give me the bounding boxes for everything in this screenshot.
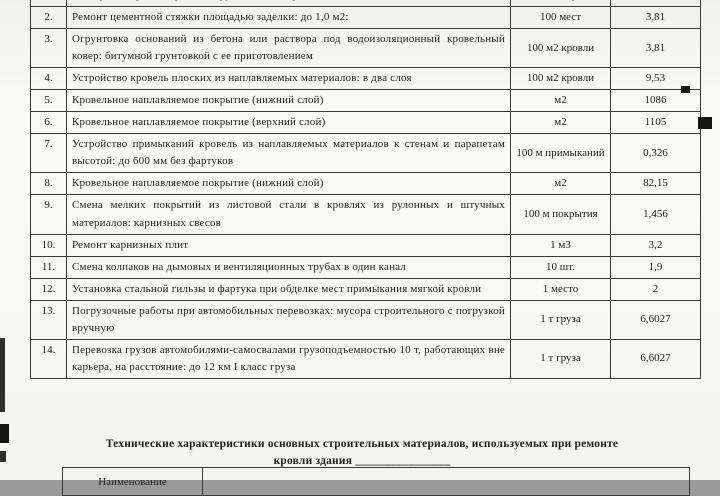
- work-name: Смена колпаков на дымовых и вентиляционных трубах в один канал: [67, 256, 511, 278]
- row-number: 3.: [31, 29, 67, 68]
- table-row: [31, 339, 701, 378]
- works-table: [30, 0, 701, 379]
- work-name: Смена мелких покрытий из листовой стали в кровлях из рулонных и штучных материалов: карнизных свесов: [67, 195, 511, 234]
- work-unit: м2: [511, 90, 611, 112]
- work-name: Кровельное наплавляемое покрытие (нижний слой): [67, 90, 511, 112]
- work-quantity: 0,326: [611, 134, 701, 173]
- table-row: [31, 278, 701, 300]
- work-quantity: 6,6027: [611, 339, 701, 378]
- scan-artifact: [0, 451, 6, 462]
- work-unit: 1 место: [511, 278, 611, 300]
- scan-artifact: [0, 338, 5, 412]
- work-unit: 1 м3: [511, 234, 611, 256]
- materials-table: [62, 467, 690, 496]
- work-name: Устройство кровель плоских из наплавляемых материалов: в два слоя: [67, 68, 511, 90]
- work-unit: 1 т груза: [511, 339, 611, 378]
- table-row: [31, 195, 701, 234]
- work-quantity: 1105: [611, 112, 701, 134]
- scan-artifact: [681, 86, 690, 93]
- row-number: 2.: [31, 7, 67, 29]
- table-row: [63, 468, 690, 496]
- work-unit: м2: [511, 173, 611, 195]
- materials-header-name: Наименование: [63, 468, 203, 496]
- row-number: 6.: [31, 112, 67, 134]
- table-row: [31, 90, 701, 112]
- work-quantity: 3,81: [611, 7, 701, 29]
- table-row: [31, 134, 701, 173]
- work-name: Погрузочные работы при автомобильных перевозках: мусора строительного с погрузкой вручную: [67, 300, 511, 339]
- materials-header-rest: [203, 468, 690, 496]
- work-unit: 100 м покрытия: [511, 195, 611, 234]
- work-quantity: 9,53: [611, 68, 701, 90]
- table-row: [31, 300, 701, 339]
- row-number: 9.: [31, 195, 67, 234]
- row-number: 11.: [31, 256, 67, 278]
- work-unit: 100 м примыканий: [511, 134, 611, 173]
- work-unit: 100 мест: [511, 7, 611, 29]
- row-number: 12.: [31, 278, 67, 300]
- work-name: Перевозка грузов автомобилями-самосвалами грузоподъемностью 10 т, работающих вне карьера, на расстояние: до 12 км I класс груза: [67, 339, 511, 378]
- work-quantity: 2: [611, 278, 701, 300]
- work-unit: 10 шт.: [511, 256, 611, 278]
- work-quantity: 3,2: [611, 234, 701, 256]
- work-unit: м2: [511, 112, 611, 134]
- work-name: Устройство примыканий кровель из наплавляемых материалов к стенам и парапетам высотой: до 600 мм без фартуков: [67, 134, 511, 173]
- table-row: [31, 7, 701, 29]
- work-name: Установка стальной гильзы и фартука при обделке мест примыкания мягкой кровли: [67, 278, 511, 300]
- table-row: [31, 112, 701, 134]
- work-unit: 1 т груза: [511, 300, 611, 339]
- scan-artifact: [0, 424, 9, 443]
- row-number: 13.: [31, 300, 67, 339]
- work-name: Кровельное наплавляемое покрытие (верхний слой): [67, 112, 511, 134]
- row-number: 8.: [31, 173, 67, 195]
- row-number: 14.: [31, 339, 67, 378]
- row-number: 7.: [31, 134, 67, 173]
- row-number: 5.: [31, 90, 67, 112]
- work-name: Ремонт цементной стяжки площадью заделки: до 1,0 м2:: [67, 7, 511, 29]
- table-row: [31, 256, 701, 278]
- work-quantity: 1,456: [611, 195, 701, 234]
- section-heading-line1: Технические характеристики основных строительных материалов, используемых при ремонте: [105, 438, 619, 450]
- work-unit: 100 м2 кровли: [511, 68, 611, 90]
- table-row: [31, 173, 701, 195]
- work-quantity: 3,81: [611, 29, 701, 68]
- table-row: [31, 234, 701, 256]
- row-number: 4.: [31, 68, 67, 90]
- section-heading: [34, 436, 690, 469]
- work-unit: 100 м2 кровли: [511, 29, 611, 68]
- work-name: Ремонт карнизных плит: [67, 234, 511, 256]
- work-quantity: 6,6027: [611, 300, 701, 339]
- work-quantity: 1,9: [611, 256, 701, 278]
- work-name: Огрунтовка оснований из бетона или раствора под водоизоляционный кровельный ковер: битумной грунтовкой с ее приготовлением: [67, 29, 511, 68]
- scan-artifact: [698, 117, 712, 129]
- work-name: Кровельное наплавляемое покрытие (нижний слой): [67, 173, 511, 195]
- table-row: [31, 68, 701, 90]
- row-number: 10.: [31, 234, 67, 256]
- section-heading-line2: кровли здания ________________: [273, 454, 451, 467]
- work-quantity: 82,15: [611, 173, 701, 195]
- work-quantity: 1086: [611, 90, 701, 112]
- table-row: [31, 29, 701, 68]
